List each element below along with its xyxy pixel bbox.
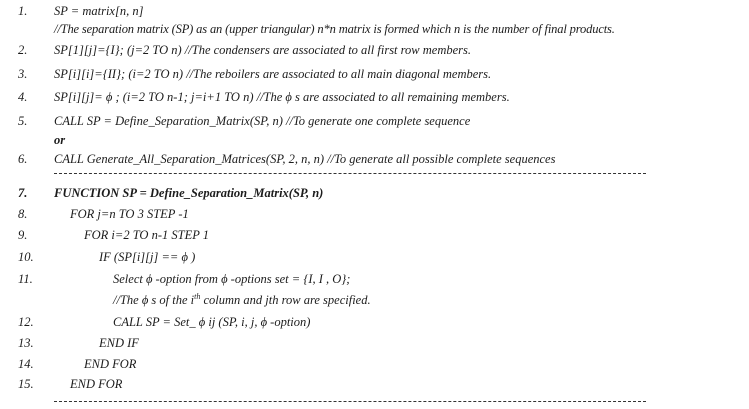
line-text: END FOR <box>70 377 123 391</box>
line-number: 2. <box>18 43 28 57</box>
code-line-12 <box>0 314 749 330</box>
line-text: SP[i][j]= ϕ ; (i=2 TO n-1; j=i+1 TO n) //The ϕ s are associated to all remaining members. <box>54 90 510 104</box>
line-text: FOR j=n TO 3 STEP -1 <box>70 207 189 221</box>
code-line-6 <box>0 151 749 167</box>
superscript: th <box>194 292 201 301</box>
code-line-7 <box>0 185 749 201</box>
line-number: 1. <box>18 4 28 18</box>
line-number: 12. <box>18 315 34 329</box>
line-text: //The separation matrix (SP) as an (upper triangular) n*n matrix is formed which n is the number of final products. <box>54 22 615 36</box>
line-number: 10. <box>18 250 34 264</box>
code-line-15 <box>0 376 749 392</box>
line-number: 11. <box>18 272 33 286</box>
code-or-line <box>0 132 749 148</box>
code-comment-line <box>0 292 749 308</box>
line-number: 5. <box>18 114 28 128</box>
line-number: 8. <box>18 207 28 221</box>
line-text: CALL Generate_All_Separation_Matrices(SP, 2, n, n) //To generate all possible complete sequences <box>54 152 556 166</box>
code-line-8 <box>0 206 749 222</box>
line-text: FUNCTION SP = Define_Separation_Matrix(SP, n) <box>54 186 324 200</box>
line-number: 14. <box>18 357 34 371</box>
line-text: Select ϕ -option from ϕ -options set = {I, I , O}; <box>113 272 351 286</box>
code-line-1 <box>0 3 749 19</box>
line-number: 13. <box>18 336 34 350</box>
line-text <box>113 292 371 310</box>
code-line-5 <box>0 113 749 129</box>
line-text: END IF <box>99 336 139 350</box>
code-line-3 <box>0 66 749 82</box>
comment-text: //The ϕ s of the i <box>113 293 195 307</box>
code-line-10 <box>0 249 749 265</box>
code-line-4 <box>0 89 749 105</box>
code-line-14 <box>0 356 749 372</box>
line-number: 7. <box>18 186 28 200</box>
line-text: FOR i=2 TO n-1 STEP 1 <box>84 228 209 242</box>
line-text: SP[1][j]={I}; (j=2 TO n) //The condensers are associated to all first row members. <box>54 43 472 57</box>
line-text: SP[i][i]={II}; (i=2 TO n) //The reboilers are associated to all main diagonal members. <box>54 67 492 81</box>
dashed-separator <box>54 401 646 402</box>
code-line-11 <box>0 271 749 287</box>
line-text: IF (SP[i][j] == ϕ ) <box>99 250 196 264</box>
line-text: END FOR <box>84 357 137 371</box>
dashed-separator <box>54 173 646 174</box>
line-text: or <box>54 133 66 147</box>
line-text: CALL SP = Set_ ϕ ij (SP, i, j, ϕ -option) <box>113 315 311 329</box>
code-line-9 <box>0 227 749 243</box>
code-comment-line <box>0 21 749 37</box>
line-number: 3. <box>18 67 28 81</box>
line-number: 15. <box>18 377 34 391</box>
line-text: SP = matrix[n, n] <box>54 4 144 18</box>
line-number: 9. <box>18 228 28 242</box>
line-number: 4. <box>18 90 28 104</box>
code-line-2 <box>0 42 749 58</box>
line-number: 6. <box>18 152 28 166</box>
code-line-13 <box>0 335 749 351</box>
line-text: CALL SP = Define_Separation_Matrix(SP, n) //To generate one complete sequence <box>54 114 471 128</box>
comment-text: column and jth row are specified. <box>200 293 371 307</box>
